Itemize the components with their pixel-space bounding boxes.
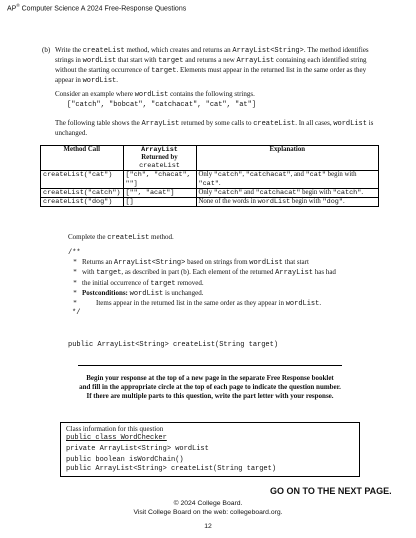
text-span: None of the words in — [198, 197, 258, 205]
example-calls-table — [40, 145, 379, 207]
header-returned-2: Returned by — [141, 154, 178, 162]
table-header-row — [41, 146, 379, 171]
javadoc-line — [68, 268, 388, 278]
registered-mark: ® — [16, 3, 20, 8]
text-span: . The method identifies strings in — [55, 46, 371, 64]
class-info-box — [60, 422, 360, 477]
copyright: © 2024 College Board. — [173, 500, 243, 507]
page-header — [7, 3, 186, 14]
code-span: ArrayList — [236, 56, 275, 65]
code-span: "catchacat" — [255, 188, 301, 197]
javadoc-text — [82, 258, 309, 266]
page-number: 12 — [204, 523, 212, 530]
text-span: . In all cases, — [295, 119, 334, 127]
code-span: "dog" — [322, 197, 343, 206]
code-span: wordList — [82, 56, 117, 65]
method-call-cell: createList("cat") — [41, 171, 124, 188]
header-returned — [123, 146, 196, 171]
text-span: returned by some calls to — [179, 119, 254, 127]
divider-line — [78, 365, 342, 366]
field-declaration: private ArrayList<String> wordList — [66, 444, 209, 453]
text-span: begin with — [290, 197, 323, 205]
text-span: . — [319, 299, 322, 308]
code-span: wordList — [249, 259, 283, 268]
header-returned-1: ArrayList — [141, 146, 178, 154]
code-span: wordList — [129, 289, 164, 298]
header-ap: AP — [7, 5, 17, 13]
text-span: containing each identified string without the starting occurrence of — [55, 55, 369, 74]
bullet-asterisk: * — [73, 268, 77, 277]
table-intro — [55, 119, 383, 138]
text-span: Only — [198, 171, 214, 179]
header-returned-3: createList — [139, 162, 180, 171]
returned-list-cell: [] — [123, 197, 196, 206]
text-span: with — [82, 268, 97, 277]
text-span: that start — [282, 258, 309, 267]
javadoc-line — [68, 258, 388, 268]
code-span: wordList — [82, 76, 117, 85]
code-span: "catchacat" — [245, 171, 291, 180]
javadoc-text — [82, 279, 204, 287]
code-span: ArrayList<String> — [232, 47, 304, 55]
text-span: begin with — [325, 171, 359, 179]
text-span: The following table shows the — [55, 119, 142, 127]
bold-text: Postconditions: — [82, 288, 130, 297]
bullet-asterisk: * — [73, 258, 77, 267]
javadoc-close: */ — [72, 309, 81, 318]
code-span: target — [158, 56, 184, 65]
text-span: and — [242, 188, 256, 196]
text-span: Write the — [55, 46, 83, 54]
website-note: Visit College Board on the web: collegeboard.org. — [133, 508, 283, 516]
go-on-text: GO ON TO THE NEXT PAGE. — [270, 486, 392, 496]
text-span: removed. — [175, 278, 204, 287]
text-span: the initial occurrence of — [82, 278, 151, 287]
example-word-list: ["catch", "bobcat", "catchacat", "cat", "at"] — [67, 101, 257, 109]
instruction-line: and fill in the appropriate circle at the top of each page to indicate the question number. — [79, 382, 341, 391]
code-span: "catch" — [213, 188, 243, 197]
text-span: . — [116, 75, 118, 84]
text-span: has had — [312, 268, 336, 277]
code-span: "catch" — [213, 171, 243, 180]
footer — [0, 500, 416, 518]
text-span: is unchanged. — [163, 288, 204, 297]
javadoc-text — [82, 289, 204, 297]
javadoc-line — [68, 299, 388, 309]
text-span: based on strings from — [185, 258, 250, 267]
code-span: wordList — [134, 91, 169, 99]
code-span: createList — [253, 120, 296, 128]
class-declaration: public class WordChecker — [66, 433, 167, 442]
bullet-asterisk: * — [73, 278, 77, 287]
code-span: target — [96, 269, 122, 278]
javadoc-line — [68, 289, 388, 299]
text-span: . — [218, 179, 221, 187]
method-call-cell: createList("catch") — [41, 188, 124, 197]
consider-text — [55, 90, 383, 100]
text-span: Items appear in the returned list in the same order as they appear in — [82, 299, 286, 308]
text-span: that start with — [116, 55, 159, 64]
text-span: Returns an — [82, 258, 114, 267]
text-span: method, which creates and returns an — [124, 46, 233, 54]
javadoc-comment — [68, 249, 388, 319]
text-span: is unchanged. — [55, 119, 376, 137]
text-span: , and — [290, 171, 306, 179]
text-span: method. — [149, 233, 174, 241]
table-row — [41, 197, 379, 206]
header-title: Computer Science A 2024 Free-Response Questions — [19, 5, 187, 13]
text-span: . Elements must appear in the returned list in the same order as they appear in — [55, 65, 368, 84]
bullet-asterisk: * — [73, 299, 77, 308]
code-span: wordList — [257, 197, 291, 206]
code-span: ArrayList<String> — [113, 259, 186, 268]
text-span: Consider an example where — [55, 90, 135, 98]
instruction-line: Begin your response at the top of a new page in the separate Free Response booklet — [86, 374, 334, 382]
instruction-line: If there are multiple parts to this question, write the part letter with your response. — [86, 391, 334, 400]
javadoc-open: /** — [68, 249, 81, 257]
code-span: target — [150, 279, 176, 288]
javadoc-text — [82, 299, 321, 307]
code-span: "cat" — [305, 171, 326, 180]
bullet-asterisk: * — [73, 288, 77, 297]
text-span: . — [361, 188, 364, 196]
text-span: Only — [198, 188, 214, 196]
explanation-cell — [196, 171, 379, 188]
code-span: "catch" — [332, 188, 362, 197]
code-span: ArrayList — [275, 269, 313, 278]
explanation-cell — [196, 197, 379, 206]
method-call-cell: createList("dog") — [41, 197, 124, 206]
code-span: target — [151, 66, 177, 75]
code-span: ArrayList — [141, 120, 180, 128]
javadoc-line — [68, 279, 388, 289]
complete-instruction — [68, 233, 174, 243]
returned-list-cell: ["ch", "chacat", ""] — [123, 171, 196, 188]
method-iswordchain: public boolean isWordChain() — [66, 455, 184, 464]
text-span: . — [342, 197, 345, 205]
part-b — [42, 46, 382, 86]
response-instructions — [40, 374, 380, 400]
text-span: contains the following strings. — [168, 90, 255, 98]
method-signature: public ArrayList<String> createList(String target) — [68, 341, 279, 349]
code-span: wordList — [333, 120, 367, 128]
explanation-cell — [196, 188, 379, 197]
code-span: createList — [82, 47, 125, 55]
text-span: Complete the — [68, 233, 108, 241]
code-span: createList — [107, 234, 150, 242]
returned-list-cell: ["", "acat"] — [123, 188, 196, 197]
text-span: , — [242, 171, 246, 179]
part-b-intro — [55, 46, 382, 86]
javadoc-text — [82, 268, 336, 276]
text-span: and returns a new — [183, 55, 237, 64]
header-explanation: Explanation — [196, 146, 379, 171]
table-row — [41, 188, 379, 197]
header-method-call: Method Call — [41, 146, 124, 171]
class-info-title: Class information for this question — [66, 425, 164, 433]
text-span: begin with — [300, 188, 333, 196]
part-label: (b) — [42, 46, 51, 54]
method-createlist: public ArrayList<String> createList(String target) — [66, 464, 277, 473]
code-span: "cat" — [198, 179, 219, 188]
code-span: wordList — [285, 300, 320, 309]
text-span: , as described in part (b). Each element of the returned — [121, 268, 276, 277]
table-row — [41, 171, 379, 188]
